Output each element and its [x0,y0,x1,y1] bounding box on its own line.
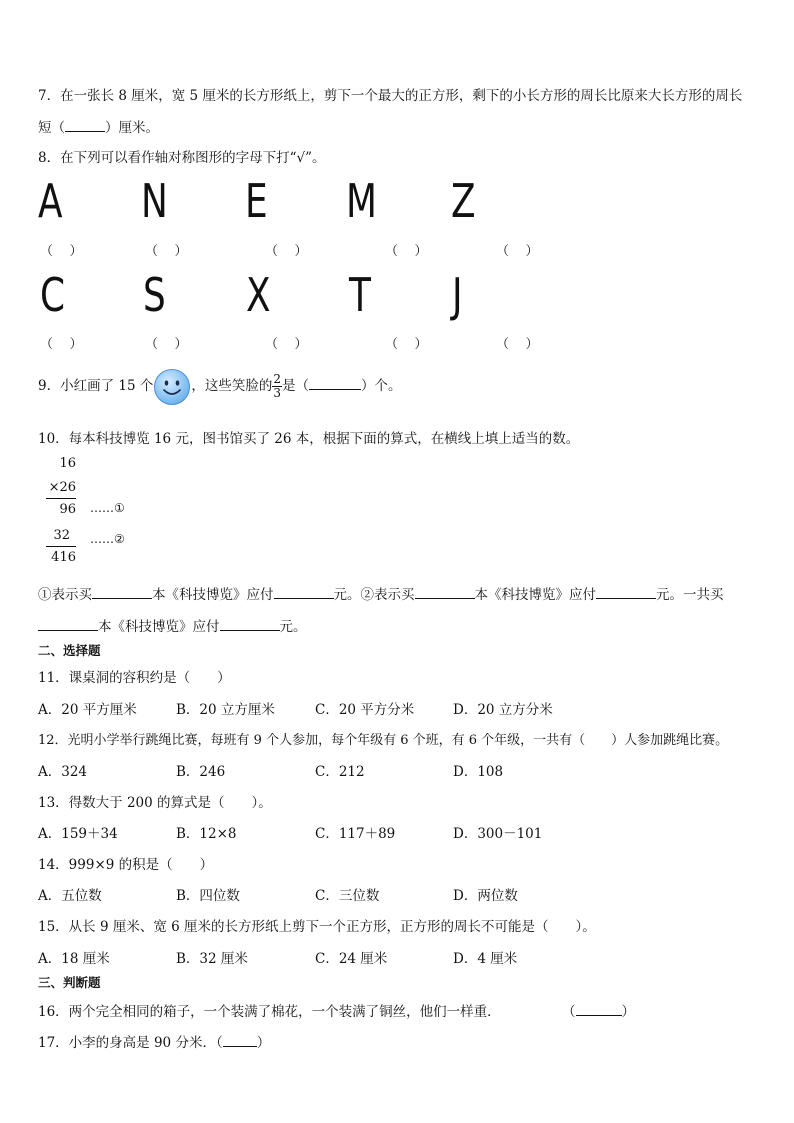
q10-blank-4[interactable] [596,586,656,599]
q14-option-c[interactable]: C．三位数 [315,888,380,904]
q10-fill-g: 元。 [279,619,307,635]
q12-option-d[interactable]: D．108 [453,764,504,780]
q13-option-c[interactable]: C．117＋89 [315,826,396,842]
q10-blank-6[interactable] [220,618,280,631]
answer-paren-j[interactable]: （ ） [496,337,539,352]
partial-product-1: 96 [59,502,76,517]
q12-option-c[interactable]: C．212 [315,764,365,780]
q15-text: 15．从长 9 厘米、宽 6 厘米的长方形纸上剪下一个正方形，正方形的周长不可能是（ ）。 [38,919,596,935]
q16-text: 16．两个完全相同的箱子，一个装满了棉花，一个装满了铜丝，他们一样重． [38,1004,501,1020]
letter-j: J [452,268,463,322]
answer-paren-m[interactable]: （ ） [385,244,428,259]
answer-paren-a[interactable]: （ ） [40,244,83,259]
mult-rule-1 [46,498,76,499]
q10-blank-5[interactable] [38,618,98,631]
q10-fill-line1 [38,583,724,603]
q10-text: 10．每本科技博览 16 元，图书馆买了 26 本，根据下面的算式，在横线上填上适当的数。 [38,431,580,447]
q12-text: 12．光明小学举行跳绳比赛，每班有 9 个人参加，每个年级有 6 个班，有 6 个年级，一共有（ ）人参加跳绳比赛。 [38,733,729,748]
q10-fill-e: 元。一共买 [656,587,724,603]
q11-option-d[interactable]: D．20 立方分米 [453,702,553,718]
q8-text: 8．在下列可以看作轴对称图形的字母下打“√”。 [38,150,326,166]
q10-fill-d: 本《科技博览》应付 [474,587,596,603]
q10-blank-1[interactable] [92,586,152,599]
q14-text: 14．999×9 的积是（ ） [38,857,214,873]
q13-text: 13．得数大于 200 的算式是（ ）。 [38,795,272,811]
q9-pre: 9．小红画了 15 个 [38,378,154,394]
answer-paren-n[interactable]: （ ） [145,244,188,259]
mult-top-factor: 16 [59,456,76,471]
q17-answer-blank[interactable] [223,1034,257,1047]
mult-rule-2 [46,546,76,547]
q9-answer-blank[interactable] [309,377,361,390]
q11-option-c[interactable]: C．20 平方分米 [315,702,415,718]
q12-option-a[interactable]: A．324 [38,764,88,780]
q11-option-b[interactable]: B．20 立方厘米 [176,702,275,718]
q7-answer-blank[interactable] [65,119,105,132]
letter-z: Z [451,174,476,228]
q15-option-c[interactable]: C．24 厘米 [315,951,388,967]
q7-line2-pre: 短（ [38,120,65,136]
q9-post-a: 是（ [282,378,309,394]
q16-answer-blank[interactable] [576,1003,622,1016]
q10-blank-3[interactable] [415,586,475,599]
q10-fill-c: 元。②表示买 [333,587,415,603]
answer-paren-x[interactable]: （ ） [265,337,308,352]
mult-result: 416 [51,550,76,565]
answer-paren-t[interactable]: （ ） [385,337,428,352]
q11-option-a[interactable]: A．20 平方厘米 [38,702,137,718]
smiley-face-icon [153,368,191,406]
answer-paren-s[interactable]: （ ） [145,337,188,352]
q14-option-b[interactable]: B．四位数 [176,888,240,904]
q10-fill-line2 [38,615,307,635]
section-heading-choice: 二、选择题 [38,643,101,658]
q10-blank-2[interactable] [274,586,334,599]
letter-e: E [245,174,268,228]
letter-x: X [246,268,271,322]
answer-paren-e[interactable]: （ ） [265,244,308,259]
q10-fill-f: 本《科技博览》应付 [98,619,220,635]
letter-t: T [349,268,371,322]
q14-option-a[interactable]: A．五位数 [38,888,102,904]
q12-option-b[interactable]: B．246 [176,764,226,780]
q7-line1: 7．在一张长 8 厘米，宽 5 厘米的长方形纸上，剪下一个最大的正方形，剩下的小长方形的周长比原来大长方形的周长 [38,88,743,104]
letter-m: M [346,174,377,228]
letter-n: N [141,174,168,228]
letter-s: S [143,268,166,322]
q17-line: 17．小李的身高是 90 分米．（ ） [38,1035,271,1051]
q9-post-b: ）个。 [361,378,402,394]
q10-fill-b: 本《科技博览》应付 [152,587,274,603]
q9-mid: ，这些笑脸的 [191,378,273,394]
q7-line2-post: ）厘米。 [105,120,159,136]
q16-answer: （ ） [562,1004,635,1020]
q11-text: 11．课桌洞的容积约是（ ） [38,670,231,686]
q15-option-b[interactable]: B．32 厘米 [176,951,248,967]
q10-fill-a: ①表示买 [38,587,92,603]
q13-option-a[interactable]: A．159＋34 [38,826,118,842]
q7-line2 [38,116,159,136]
partial-product-2: 32 [53,528,70,543]
fraction-two-thirds: $\frac{2}{3}$ [273,372,281,400]
section-heading-judgment: 三、判断题 [38,975,101,990]
q15-option-d[interactable]: D．4 厘米 [453,951,518,967]
q13-option-b[interactable]: B．12×8 [176,826,237,842]
answer-paren-c[interactable]: （ ） [40,337,83,352]
q15-option-a[interactable]: A．18 厘米 [38,951,110,967]
q17-text: 17．小李的身高是 90 分米．（ [38,1035,223,1051]
letter-c: C [40,268,66,322]
q14-option-d[interactable]: D．两位数 [453,888,518,904]
answer-paren-z[interactable]: （ ） [496,244,539,259]
marker-1: ……① [90,501,125,515]
q9-line [38,366,402,406]
q13-option-d[interactable]: D．300－101 [453,826,543,842]
letter-a: A [38,174,63,228]
mult-second-factor: ×26 [48,480,76,495]
marker-2: ……② [90,532,125,546]
